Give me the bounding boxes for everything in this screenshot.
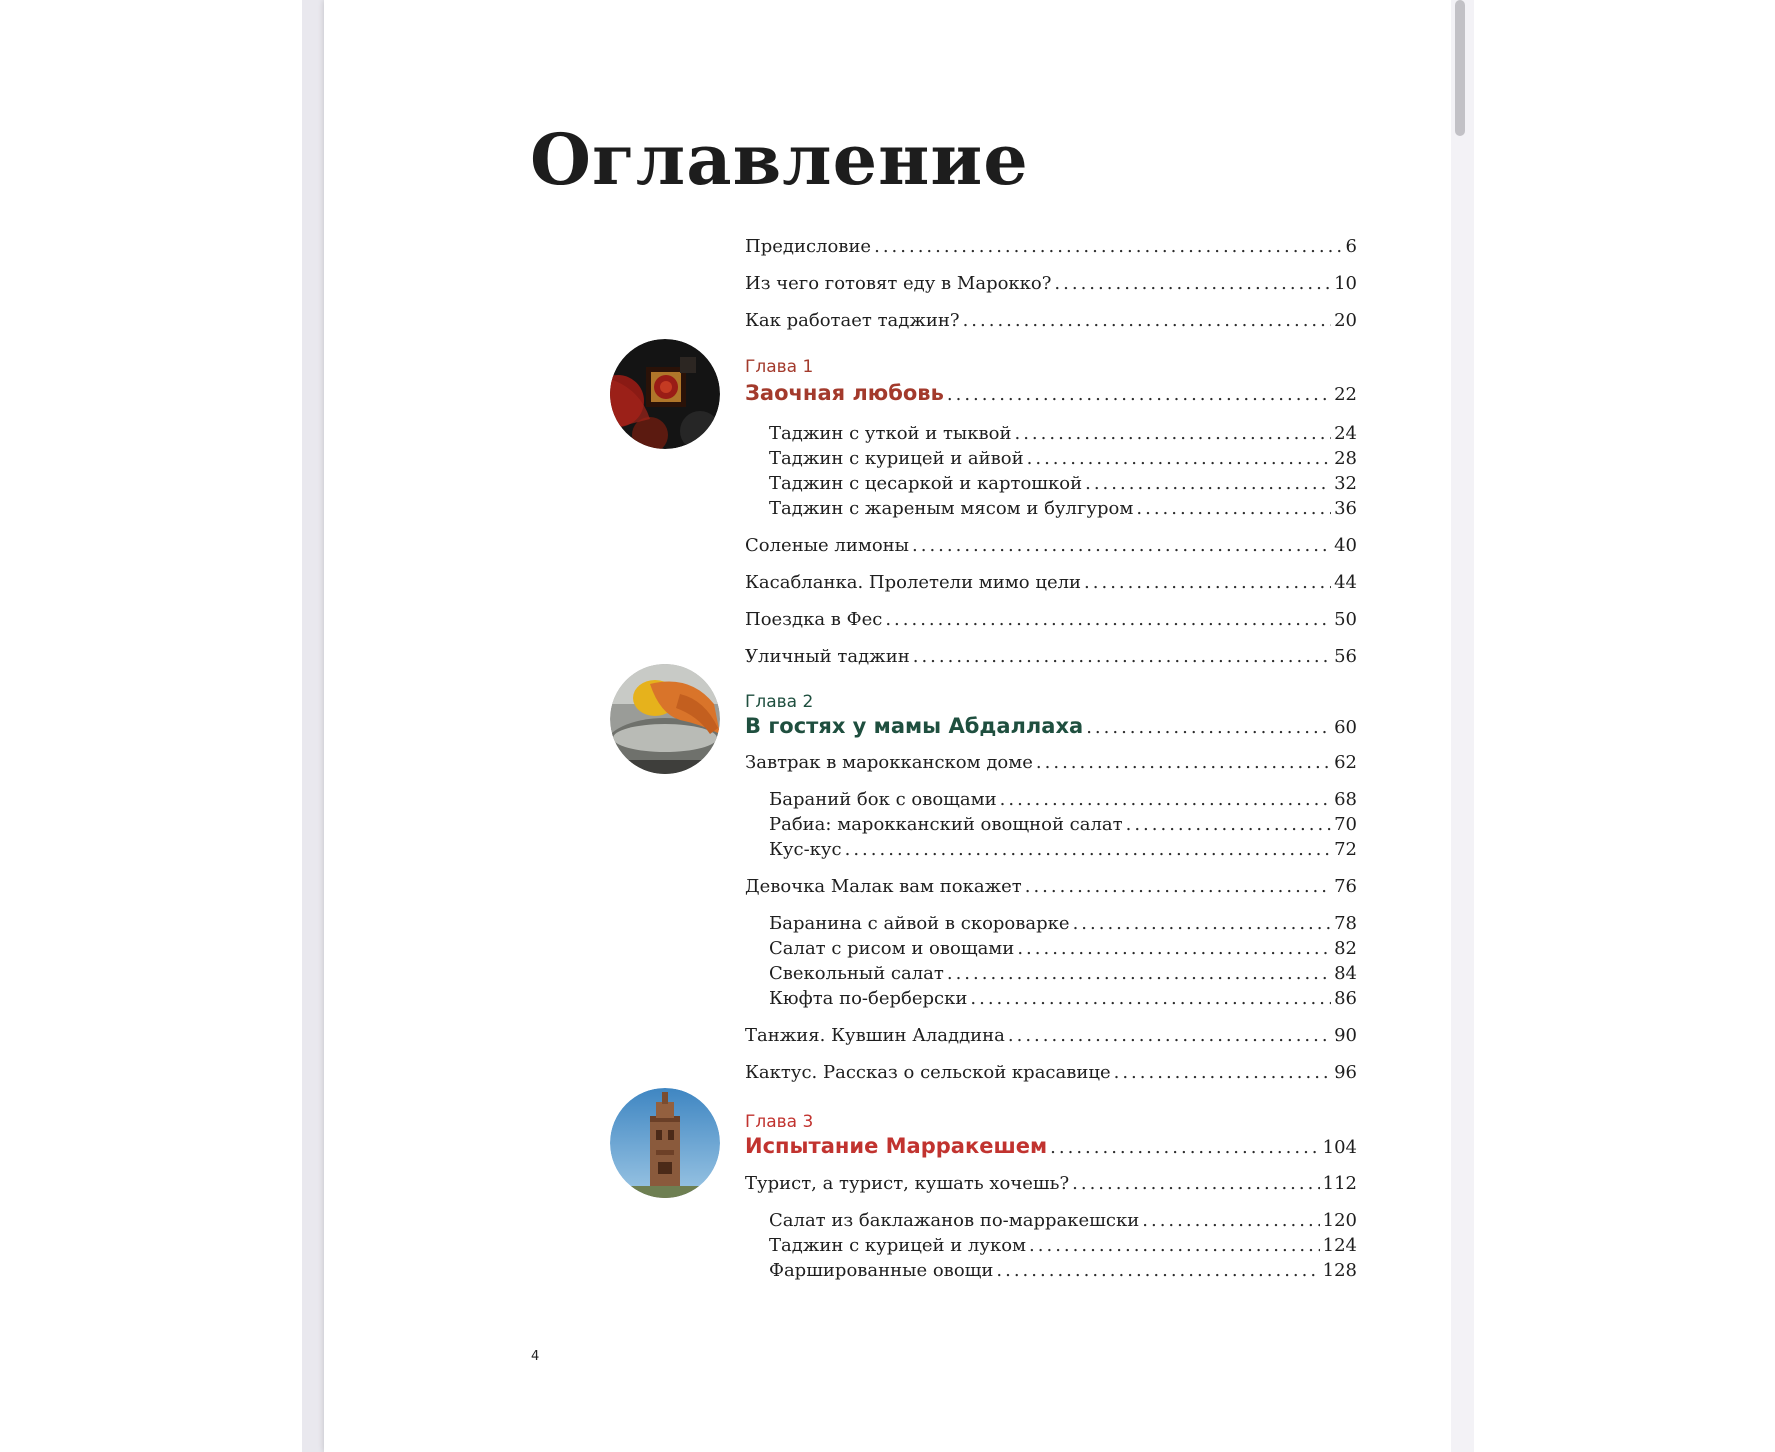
- toc-entry-title: Рабиа: марокканский овощной салат: [769, 814, 1123, 835]
- toc-entry-title: Соленые лимоны: [745, 535, 909, 556]
- toc-entry-title: Салат с рисом и овощами: [769, 938, 1015, 959]
- toc-entry-title: Кус-кус: [769, 839, 842, 860]
- toc-entry-title: Фаршированные овощи: [769, 1260, 994, 1281]
- toc-entry-title: Таджин с уткой и тыквой: [769, 423, 1012, 444]
- toc-entry-title: Уличный таджин: [745, 646, 910, 667]
- toc-subentry[interactable]: [769, 1258, 1357, 1284]
- chapter-3-entry[interactable]: [745, 1131, 1357, 1161]
- toc-entry[interactable]: [745, 271, 1357, 297]
- toc-entry-page: 24: [1334, 423, 1357, 444]
- toc-entry-page: 70: [1334, 814, 1357, 835]
- toc-entry-title: Кюфта по-берберски: [769, 988, 968, 1009]
- chapter-2-photo: [610, 664, 720, 774]
- toc-entry-page: 84: [1334, 963, 1357, 984]
- chapter-1-label: Глава 1: [745, 357, 814, 377]
- toc-subentry[interactable]: [769, 1208, 1357, 1234]
- toc-subentry[interactable]: [769, 911, 1357, 937]
- toc-entry-page: 20: [1334, 310, 1357, 331]
- toc-subentry[interactable]: [769, 446, 1357, 472]
- toc-entry-page: 90: [1334, 1025, 1357, 1046]
- toc-entry-page: 6: [1345, 236, 1357, 257]
- toc-entry[interactable]: [745, 1023, 1357, 1049]
- toc-entry-title: Таджин с курицей и луком: [769, 1235, 1027, 1256]
- toc-entry-page: 96: [1334, 1062, 1357, 1083]
- scrollbar-thumb[interactable]: [1455, 0, 1465, 136]
- toc-entry-title: Завтрак в марокканском доме: [745, 752, 1033, 773]
- chapter-3-title: Испытание Марракешем: [745, 1134, 1048, 1158]
- toc-entry-title: Как работает таджин?: [745, 310, 960, 331]
- toc-entry-page: 56: [1334, 646, 1357, 667]
- toc-entry-title: Свекольный салат: [769, 963, 944, 984]
- toc-entry-page: 72: [1334, 839, 1357, 860]
- chapter-1-title: Заочная любовь: [745, 381, 944, 405]
- chapter-1-entry[interactable]: [745, 378, 1357, 408]
- toc-entry-title: Предисловие: [745, 236, 872, 257]
- toc-entry-page: 62: [1334, 752, 1357, 773]
- toc-entry[interactable]: [745, 1060, 1357, 1086]
- toc-entry-page: 86: [1334, 988, 1357, 1009]
- toc-entry-page: 36: [1334, 498, 1357, 519]
- toc-entry[interactable]: [745, 644, 1357, 670]
- toc-entry-page: 40: [1334, 535, 1357, 556]
- toc-entry-title: Таджин с жареным мясом и булгуром: [769, 498, 1134, 519]
- chapter-3-label: Глава 3: [745, 1112, 814, 1132]
- toc-entry[interactable]: [745, 874, 1357, 900]
- toc-entry-title: Салат из баклажанов по-марракешски: [769, 1210, 1140, 1231]
- toc-entry-title: Кактус. Рассказ о сельской красавице: [745, 1062, 1111, 1083]
- chapter-3-photo: [610, 1088, 720, 1198]
- toc-entry-page: 68: [1334, 789, 1357, 810]
- toc-entry-page: 78: [1334, 913, 1357, 934]
- page-title: Оглавление: [530, 118, 1029, 201]
- toc-subentry[interactable]: [769, 986, 1357, 1012]
- toc-entry-title: Из чего готовят еду в Марокко?: [745, 273, 1052, 294]
- toc-entry-title: Поездка в Фес: [745, 609, 883, 630]
- toc-subentry[interactable]: [769, 961, 1357, 987]
- toc-entry-page: 44: [1334, 572, 1357, 593]
- scrollbar-track[interactable]: [1451, 0, 1474, 1452]
- toc-entry-page: 10: [1334, 273, 1357, 294]
- toc-subentry[interactable]: [769, 421, 1357, 447]
- chapter-1-photo: [610, 339, 720, 449]
- toc-entry[interactable]: [745, 607, 1357, 633]
- toc-entry-page: 82: [1334, 938, 1357, 959]
- toc-entry-page: 76: [1334, 876, 1357, 897]
- chapter-2-label: Глава 2: [745, 692, 814, 712]
- toc-entry-title: Танжия. Кувшин Аладдина: [745, 1025, 1005, 1046]
- chapter-2-title: В гостях у мамы Абдаллаха: [745, 714, 1084, 738]
- toc-entry-title: Касабланка. Пролетели мимо цели: [745, 572, 1082, 593]
- toc-entry-page: 120: [1322, 1210, 1357, 1231]
- toc-subentry[interactable]: [769, 471, 1357, 497]
- toc-entry[interactable]: [745, 1171, 1357, 1197]
- toc-subentry[interactable]: [769, 837, 1357, 863]
- toc-entry[interactable]: [745, 570, 1357, 596]
- toc-subentry[interactable]: [769, 812, 1357, 838]
- toc-entry-page: 32: [1334, 473, 1357, 494]
- toc-subentry[interactable]: [769, 1233, 1357, 1259]
- toc-entry-title: Турист, а турист, кушать хочешь?: [745, 1173, 1070, 1194]
- toc-entry-title: Таджин с курицей и айвой: [769, 448, 1024, 469]
- page-number: 4: [531, 1349, 540, 1364]
- toc-entry-page: 22: [1334, 384, 1357, 405]
- toc-subentry[interactable]: [769, 787, 1357, 813]
- toc-entry[interactable]: [745, 533, 1357, 559]
- toc-entry-page: 124: [1322, 1235, 1357, 1256]
- toc-entry-title: Таджин с цесаркой и картошкой: [769, 473, 1083, 494]
- toc-entry-page: 50: [1334, 609, 1357, 630]
- toc-entry-page: 128: [1322, 1260, 1357, 1281]
- toc-entry[interactable]: [745, 750, 1357, 776]
- toc-entry-title: Бараний бок с овощами: [769, 789, 997, 810]
- toc-entry[interactable]: [745, 308, 1357, 334]
- toc-entry-page: 60: [1334, 717, 1357, 738]
- toc-subentry[interactable]: [769, 936, 1357, 962]
- toc-entry-page: 28: [1334, 448, 1357, 469]
- chapter-2-entry[interactable]: [745, 711, 1357, 741]
- toc-entry-page: 112: [1322, 1173, 1357, 1194]
- toc-entry-title: Баранина с айвой в скороварке: [769, 913, 1070, 934]
- toc-entry[interactable]: [745, 234, 1357, 260]
- toc-entry-title: Девочка Малак вам покажет: [745, 876, 1022, 897]
- toc-entry-page: 104: [1322, 1137, 1357, 1158]
- toc-subentry[interactable]: [769, 496, 1357, 522]
